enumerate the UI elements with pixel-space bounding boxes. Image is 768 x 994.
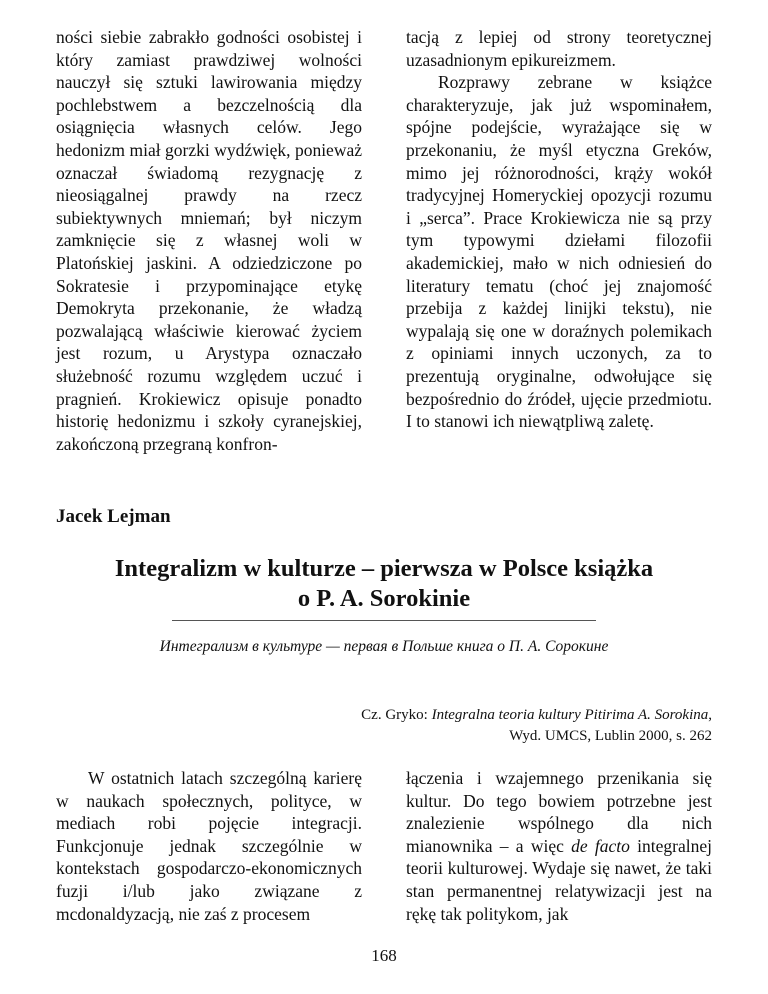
- russian-subtitle: Интегрализм в культуре — первая в Польше книга о П. А. Сорокине: [159, 638, 609, 655]
- bottom-right-column: [406, 767, 712, 925]
- author-name: Jacek Lejman: [56, 506, 171, 527]
- book-publisher: Wyd. UMCS, Lublin 2000, s. 262: [509, 728, 712, 744]
- text-before: łączenia i wzajemnego przenikania się kultur. Do tego bowiem potrzebne jest znalezienie wspólnego dla nich mianownika – a więc: [406, 768, 712, 856]
- text-after: integralnej teorii kulturowej. Wydaje się nawet, że taki stan permanentnej relatywizacji jest na rękę tak politykom, jak: [406, 835, 712, 924]
- book-title: Integralna teoria kultury Pitirima A. Sorokina: [431, 707, 709, 723]
- title-line-1: Integralizm w kulturze – pierwsza w Polsce książka: [114, 555, 654, 582]
- page-number: 168: [371, 946, 397, 965]
- book-author: Cz. Gryko:: [361, 707, 432, 723]
- reference-comma: ,: [708, 707, 712, 723]
- italic-phrase: de facto: [571, 835, 630, 856]
- reviewed-book-reference: [361, 705, 712, 747]
- paragraph-end: tacją z lepiej od strony teoretycznej uzasadnionym epikureizmem.: [406, 27, 712, 70]
- title-line-2: o P. A. Sorokinie: [297, 585, 471, 612]
- reference-line-1: [361, 705, 712, 726]
- top-right-column: [406, 26, 712, 433]
- paragraph-intro: W ostatnich latach szczególną karierę w naukach społecznych, polityce, w mediach robi pojęcie integracji. Funkcjonuje jednak szczególnie w kontekstach gospodarczo-ekonomicznych fuzji i/lub jako związane z mcdonaldyzacją, nie zaś z procesem: [56, 768, 362, 924]
- paragraph-intro-continued: [406, 767, 712, 925]
- title-divider: [172, 620, 596, 621]
- article-title: [60, 554, 708, 614]
- paragraph-continued: ności siebie zabrakło godności osobistej i który zamiast prawdziwej wolności nauczył się sztuki lawirowania między pochlebstwem a bezczelnością dla osiągnięcia własnych celów. Jego hedonizm miał gorzki wydźwięk, ponieważ oznaczał świadomą rezygnację z nieosiągalnej prawdy na rzecz subiektywnych mniemań; był niczym zamknięcie się z własnej woli w Platońskiej jaskini. A odziedziczone po Sokratesie i przypominające etykę Demokryta przekonanie, że władzą pozwalającą właściwie kierować życiem jest rozum, u Arystypa oznaczało służebność rozumu względem uczuć i pragnień. Krokiewicz opisuje ponadto historię hedonizmu i szkoły cyranejskiej, zakończoną przegraną konfron-: [56, 27, 362, 454]
- top-left-column: [56, 26, 362, 455]
- paragraph-summary: Rozprawy zebrane w książce charakteryzuje, jak już wspominałem, spójne podejście, wyrażające się w przekonaniu, że myśl etyczna Greków, mimo jej różnorodności, krąży wokół tradycyjnej Homeryckiej opozycji rozumu i „serca”. Prace Krokiewicza nie są przy tym typowymi dziełami filozofii akademickiej, mało w nich odniesień do literatury tematu (choć jej znajomość przebija z każdej linijki tekstu), nie wypalają się one w doraźnych polemikach z opiniami innych uczonych, za to prezentują oryginalne, odwołujące się bezpośrednio do źródeł, ujęcie przedmiotu. I to stanowi ich niewątpliwą zaletę.: [406, 72, 712, 432]
- bottom-left-column: [56, 767, 362, 925]
